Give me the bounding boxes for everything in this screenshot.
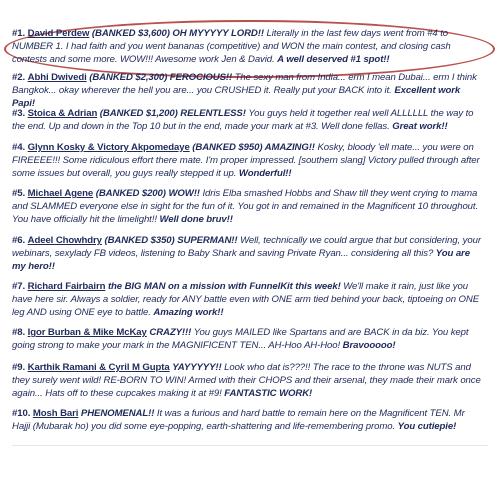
entry-3 xyxy=(12,107,482,133)
winner-name-link[interactable]: Richard Fairbairn xyxy=(27,281,106,292)
winner-name-link[interactable]: Mosh Bari xyxy=(32,408,79,419)
entry-closing: You are my hero!! xyxy=(12,248,470,273)
entry-description: It was a furious and hard battle to remain here on the Magnificent TEN. Mr Hajji (Mubarak ho) you did some eye-popping, earth-shattering and life-remembering promo. xyxy=(12,408,465,433)
entry-closing: Bravooooo! xyxy=(342,340,396,352)
entry-10 xyxy=(12,407,482,433)
entry-headline: (BANKED $1,200) RELENTLESS! xyxy=(99,108,246,119)
entry-closing: A well deserved #1 spot!! xyxy=(277,54,390,66)
entry-headline: the BIG MAN on a mission with FunnelKit this week! xyxy=(107,281,341,292)
entry-description: You guys held it together real well ALLLLLL the way to the end. Up and down in the Top 10 but in the end, made your mark at #3. Well done fellas. xyxy=(12,108,474,133)
entry-9 xyxy=(12,361,482,401)
entry-closing: Well done bruv!! xyxy=(159,214,233,226)
entry-headline: (BANKED $350) SUPERMAN!! xyxy=(104,235,238,246)
entry-number: #7. xyxy=(12,281,26,292)
entry-closing: FANTASTIC WORK! xyxy=(224,388,313,400)
entry-headline: (BANKED $200) WOW!! xyxy=(95,188,200,199)
winner-name-link[interactable]: Adeel Chowhdry xyxy=(27,235,102,246)
entry-6 xyxy=(12,234,482,274)
entry-7 xyxy=(12,280,482,320)
entry-number: #3. xyxy=(12,108,26,119)
entry-number: #2. xyxy=(12,72,26,83)
entry-closing: Amazing work!! xyxy=(153,307,224,319)
winner-name-link[interactable]: Stoica & Adrian xyxy=(27,108,98,119)
winner-name-link[interactable]: Michael Agene xyxy=(27,188,94,199)
entry-number: #10. xyxy=(12,408,31,419)
entry-number: #4. xyxy=(12,142,26,153)
entry-headline: YAYYYYY!! xyxy=(172,362,222,373)
winner-name-link[interactable]: Igor Burban & Mike McKay xyxy=(27,327,147,338)
entry-headline: (BANKED $3,600) OH MYYYYY LORD!! xyxy=(91,28,264,39)
winner-name-link[interactable]: Karthik Ramani & Cyril M Gupta xyxy=(27,362,170,373)
entry-number: #9. xyxy=(12,362,26,373)
entry-1 xyxy=(12,27,482,67)
entry-description: You guys MAILED like Spartans and are BACK in da biz. You kept going strong to make your mark in the MAGNIFICENT TEN... AH-Hoo AH-Hoo! xyxy=(12,327,469,352)
entry-4 xyxy=(12,141,482,181)
winner-name-link[interactable]: Glynn Kosky & Victory Akpomedaye xyxy=(27,142,190,153)
entry-headline: PHENOMENAL!! xyxy=(80,408,155,419)
entry-description: Kosky, bloody 'ell mate... you were on FIREEEE!!! Some ridiculous effort there mate. I'm proper impressed. [southern slang] Victory pulled through after some issues but overall, you guys really stepped it up. xyxy=(12,142,480,180)
entry-closing: Great work!! xyxy=(392,121,448,133)
entry-8 xyxy=(12,326,482,352)
winner-name-link[interactable]: David Perdew xyxy=(27,28,90,39)
entry-description: We'll make it rain, just like you have here sir. Always a soldier, ready for ANY battle even with ONE arm tied behind your back, tiptoeing on ONE leg AND using ONE eye to battle. xyxy=(12,281,480,319)
entry-closing: Wonderful!! xyxy=(238,168,292,180)
bottom-divider xyxy=(12,445,488,446)
entry-number: #5. xyxy=(12,188,26,199)
entry-number: #6. xyxy=(12,235,26,246)
entry-description: Well, technically we could argue that but considering, your webinars, sexylady FB videos, listening to Baby Shark and saving Private Ryan... considering all this? xyxy=(12,235,481,260)
entry-number: #1. xyxy=(12,28,26,39)
entry-number: #8. xyxy=(12,327,26,338)
entry-2 xyxy=(12,71,482,111)
entry-description: Idris Elba smashed Hobbs and Shaw till they went crying to mama and SLAMMED everyone else in sight for the fun of it. You got in and remained in the Magnificent 10 throughout. You have officially hit the limelight!! xyxy=(12,188,479,226)
entry-headline: (BANKED $2,300) FEROCIOUS!! xyxy=(89,72,233,83)
entry-closing: Excellent work Papi! xyxy=(12,85,461,110)
entry-headline: CRAZY!!! xyxy=(149,327,192,338)
entry-description: Literally in the last few days went from #4 to NUMBER 1. I had faith and you went bananas (competitive) and WON the main contest, and closing cash contests and some more. WOW!!! Awesome work Jen & David. xyxy=(12,28,451,66)
entry-headline: (BANKED $950) AMAZING!! xyxy=(192,142,315,153)
entry-description: Look who dat is???!! The race to the throne was NUTS and they surely went wild! RE-BORN TO WIN! Armed with their CHOPS and their arsenal, they made their mark once again... Hats off to these cupcakes making it at #9! xyxy=(12,362,481,400)
entry-description: The sexy man from India... erm I mean Dubai... erm I think Bangkok... okay wherever the hell you are... you CRUSHED it. Really put your BACK into it. xyxy=(12,72,477,97)
entry-closing: You cutiepie! xyxy=(397,421,457,433)
winner-name-link[interactable]: Abhi Dwivedi xyxy=(27,72,87,83)
entry-5 xyxy=(12,187,482,227)
